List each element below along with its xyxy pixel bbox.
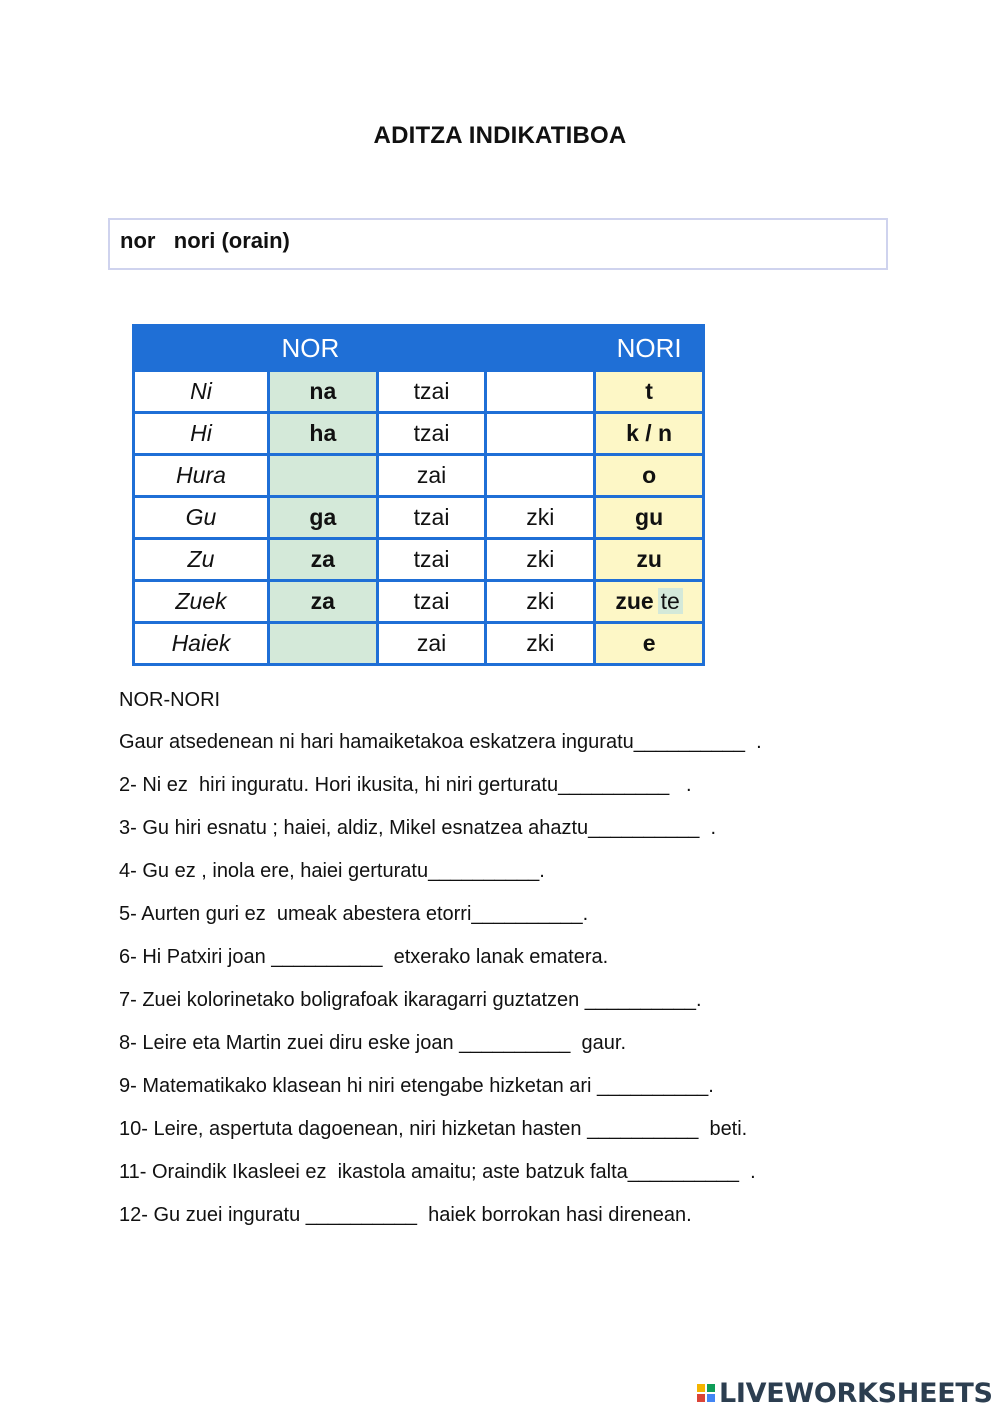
pronoun-cell-text: Hi xyxy=(190,420,212,446)
nori-cell xyxy=(595,581,704,623)
header-nori: NORI xyxy=(595,326,704,371)
pronoun-cell-text: Zu xyxy=(187,546,215,572)
table-row xyxy=(134,413,704,455)
logo-square xyxy=(697,1384,705,1392)
table-row xyxy=(134,539,704,581)
zki-cell xyxy=(486,539,595,581)
nor-cell xyxy=(268,455,377,497)
header-nor: NOR xyxy=(134,326,378,371)
nori-cell xyxy=(595,455,704,497)
exercise-item: 12- Gu zuei inguratu __________ haiek borrokan hasi direnean. xyxy=(119,1204,692,1226)
nori-cell-text: zu xyxy=(636,546,662,572)
logo-text: LIVEWORKSHEETS xyxy=(719,1377,993,1409)
pronoun-cell xyxy=(134,413,269,455)
zki-cell xyxy=(486,413,595,455)
nor-cell-text: za xyxy=(310,588,335,614)
tzai-cell xyxy=(377,371,486,413)
nor-cell-text: na xyxy=(309,378,337,404)
tzai-cell-text: tzai xyxy=(413,378,450,404)
pronoun-cell-text: Ni xyxy=(190,378,212,404)
zki-cell xyxy=(486,623,595,665)
nor-cell-text: za xyxy=(310,546,335,572)
exercise-item: 5- Aurten guri ez umeak abestera etorri__________. xyxy=(119,903,589,925)
exercise-item: 11- Oraindik Ikasleei ez ikastola amaitu; aste batzuk falta__________ . xyxy=(119,1161,756,1183)
table-row xyxy=(134,455,704,497)
exercise-item: 3- Gu hiri esnatu ; haiei, aldiz, Mikel esnatzea ahaztu__________ . xyxy=(119,817,717,839)
table-header-row xyxy=(134,326,704,371)
nori-cell xyxy=(595,497,704,539)
pronoun-cell xyxy=(134,497,269,539)
tzai-cell xyxy=(377,455,486,497)
nor-cell xyxy=(268,539,377,581)
page-title: ADITZA INDIKATIBOA xyxy=(373,122,627,149)
exercise-list xyxy=(119,728,879,1229)
nor-cell xyxy=(268,371,377,413)
zki-cell-text: zki xyxy=(526,588,555,614)
logo-square xyxy=(707,1384,715,1392)
tzai-cell-text: zai xyxy=(416,630,447,656)
exercise-section xyxy=(119,686,879,1244)
subtitle-box xyxy=(108,218,888,270)
pronoun-cell xyxy=(134,455,269,497)
tzai-cell xyxy=(377,497,486,539)
tzai-cell-text: tzai xyxy=(413,546,450,572)
nor-cell-text: ga xyxy=(309,504,337,530)
exercise-item: 6- Hi Patxiri joan __________ etxerako lanak ematera. xyxy=(119,946,609,968)
table-row xyxy=(134,581,704,623)
nor-cell xyxy=(268,413,377,455)
pronoun-cell-text: Haiek xyxy=(171,630,231,656)
tzai-cell xyxy=(377,581,486,623)
tzai-cell xyxy=(377,623,486,665)
exercise-item: 4- Gu ez , inola ere, haiei gerturatu__________. xyxy=(119,860,545,882)
pronoun-cell xyxy=(134,623,269,665)
pronoun-cell xyxy=(134,539,269,581)
nori-cell xyxy=(595,413,704,455)
nor-cell xyxy=(268,497,377,539)
logo-square xyxy=(707,1394,715,1402)
zki-cell-text: zki xyxy=(526,504,555,530)
verb-conjugation-table xyxy=(132,324,705,666)
tzai-cell xyxy=(377,413,486,455)
header-spacer xyxy=(486,326,595,371)
table-row xyxy=(134,497,704,539)
exercise-item: 7- Zuei kolorinetako boligrafoak ikaragarri guztatzen __________. xyxy=(119,989,702,1011)
liveworksheets-logo xyxy=(697,1376,993,1410)
tzai-cell-text: tzai xyxy=(413,420,450,446)
tzai-cell-text: tzai xyxy=(413,504,450,530)
nori-cell-text: gu xyxy=(635,504,664,530)
logo-icon xyxy=(697,1384,715,1402)
pronoun-cell-text: Zuek xyxy=(175,588,227,614)
exercise-item: 10- Leire, aspertuta dagoenean, niri hizketan hasten __________ beti. xyxy=(119,1118,748,1140)
table-row xyxy=(134,623,704,665)
nori-cell-text: zue xyxy=(615,588,654,614)
nori-cell-text: o xyxy=(642,462,657,488)
exercise-item: Gaur atsedenean ni hari hamaiketakoa eskatzera inguratu__________ . xyxy=(119,731,762,753)
nori-cell xyxy=(595,371,704,413)
nor-cell xyxy=(268,623,377,665)
pronoun-cell xyxy=(134,371,269,413)
exercise-item: 8- Leire eta Martin zuei diru eske joan __________ gaur. xyxy=(119,1032,627,1054)
nori-cell-text: e xyxy=(642,630,656,656)
table-body xyxy=(134,371,704,665)
zki-cell xyxy=(486,455,595,497)
pronoun-cell-text: Gu xyxy=(185,504,217,530)
header-spacer xyxy=(377,326,486,371)
nori-cell xyxy=(595,623,704,665)
zki-cell xyxy=(486,497,595,539)
logo-square xyxy=(697,1394,705,1402)
tzai-cell-text: zai xyxy=(416,462,447,488)
subtitle-text: nor nori (orain) xyxy=(120,228,290,253)
pronoun-cell xyxy=(134,581,269,623)
zki-cell-text: zki xyxy=(526,546,555,572)
nori-cell-text: t xyxy=(645,378,653,404)
nori-cell xyxy=(595,539,704,581)
exercise-item: 9- Matematikako klasean hi niri etengabe hizketan ari __________. xyxy=(119,1075,714,1097)
exercise-item: 2- Ni ez hiri inguratu. Hori ikusita, hi niri gerturatu__________ . xyxy=(119,774,692,796)
exercise-heading: NOR-NORI xyxy=(119,689,221,711)
zki-cell xyxy=(486,581,595,623)
nori-extra-text: te xyxy=(658,588,683,614)
zki-cell-text: zki xyxy=(526,630,555,656)
pronoun-cell-text: Hura xyxy=(176,462,226,488)
zki-cell xyxy=(486,371,595,413)
nor-cell xyxy=(268,581,377,623)
nori-cell-text: k / n xyxy=(626,420,673,446)
tzai-cell xyxy=(377,539,486,581)
nor-cell-text: ha xyxy=(309,420,337,446)
tzai-cell-text: tzai xyxy=(413,588,450,614)
table-row xyxy=(134,371,704,413)
